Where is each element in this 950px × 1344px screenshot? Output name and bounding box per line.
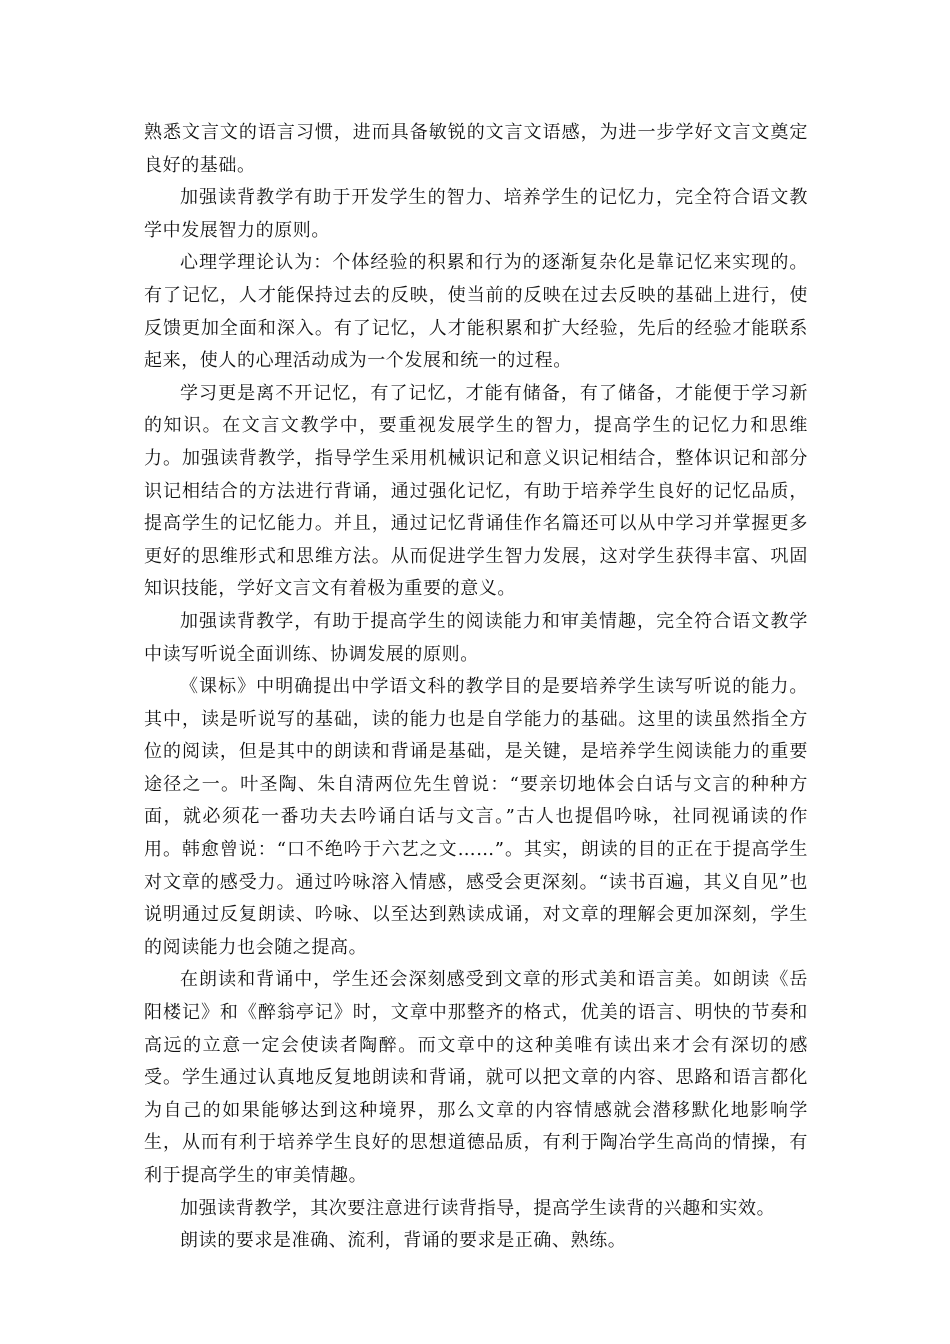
paragraph-6: 《课标》中明确提出中学语文科的教学目的是要培养学生读写听说的能力。其中，读是听说写的基础，读的能力也是自学能力的基础。这里的读虽然指全方位的阅读，但是其中的朗读和背诵是基础，是关键，是培养学生阅读能力的重要途径之一。叶圣陶、朱自清两位先生曾说：“要亲切地体会白话与文言的种种方面，就必须花一番功夫去吟诵白话与文言。”古人也提倡吟咏，社同视诵读的作用。韩愈曾说：“口不绝吟于六艺之文……”。其实，朗读的目的正在于提高学生对文章的感受力。通过吟咏溶入情感，感受会更深刻。“读书百遍，其义自见”也说明通过反复朗读、吟咏、以至达到熟读成诵，对文章的理解会更加深刻，学生的阅读能力也会随之提高。 [144,676,808,958]
paragraph-9: 朗读的要求是准确、流利，背诵的要求是正确、熟练。 [180,1230,627,1252]
paragraph-7: 在朗读和背诵中，学生还会深刻感受到文章的形式美和语言美。如朗读《岳阳楼记》和《醉翁亭记》时，文章中那整齐的格式，优美的语言、明快的节奏和高远的立意一定会使读者陶醉。而文章中的这种美唯有读出来才会有深切的感受。学生通过认真地反复地朗读和背诵，就可以把文章的内容、思路和语言都化为自己的如果能够达到这种境界，那么文章的内容情感就会潜移默化地影响学生，从而有利于培养学生良好的思想道德品质，有利于陶冶学生高尚的情操，有利于提高学生的审美情趣。 [144,969,808,1186]
document-page [144,117,808,1258]
paragraph-8: 加强读背教学，其次要注意进行读背指导，提高学生读背的兴趣和实效。 [180,1197,776,1219]
paragraph-1: 熟悉文言文的语言习惯，进而具备敏锐的文言文语感，为进一步学好文言文奠定良好的基础。 [144,122,808,176]
paragraph-4: 学习更是离不开记忆，有了记忆，才能有储备，有了储备，才能便于学习新的知识。在文言文教学中，要重视发展学生的智力，提高学生的记忆力和思维力。加强读背教学，指导学生采用机械识记和意义识记相结合，整体识记和部分识记相结合的方法进行背诵，通过强化记忆，有助于培养学生良好的记忆品质，提高学生的记忆能力。并且，通过记忆背诵佳作名篇还可以从中学习并掌握更多更好的思维形式和思维方法。从而促进学生智力发展，这对学生获得丰富、巩固知识技能，学好文言文有着极为重要的意义。 [144,382,808,600]
paragraph-5: 加强读背教学，有助于提高学生的阅读能力和审美情趣，完全符合语文教学中读写听说全面训练、协调发展的原则。 [144,610,808,665]
paragraph-3: 心理学理论认为：个体经验的积累和行为的逐渐复杂化是靠记忆来实现的。有了记忆，人才能保持过去的反映，使当前的反映在过去反映的基础上进行，使反馈更加全面和深入。有了记忆，人才能积累和扩大经验，先后的经验才能联系起来，使人的心理活动成为一个发展和统一的过程。 [144,252,808,372]
paragraph-2: 加强读背教学有助于开发学生的智力、培养学生的记忆力，完全符合语文教学中发展智力的原则。 [144,187,808,241]
